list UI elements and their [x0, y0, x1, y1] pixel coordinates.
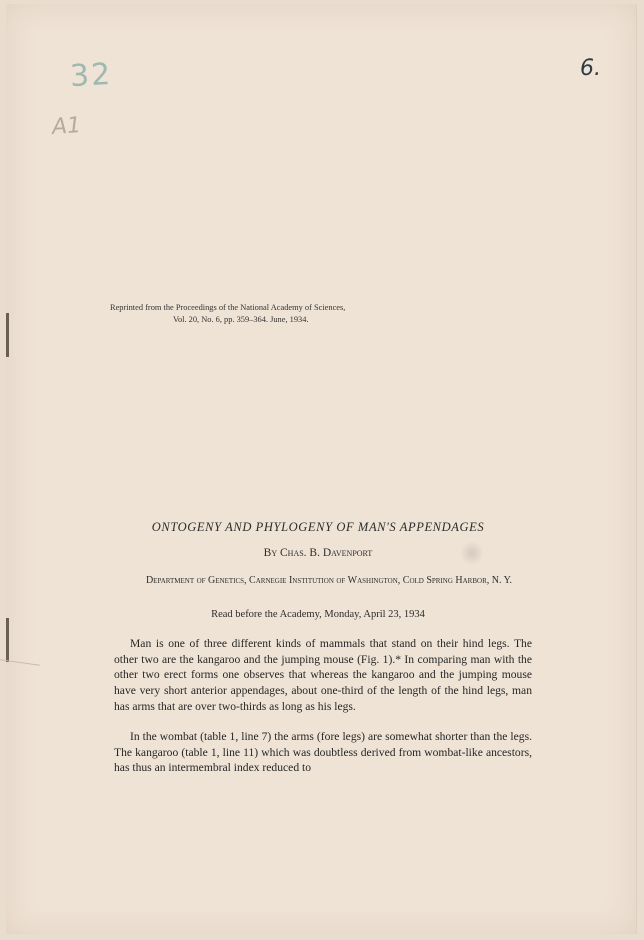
staple-bottom: [6, 618, 9, 662]
reprint-note-line1: Reprinted from the Proceedings of the National Academy of Sciences,: [110, 303, 346, 312]
article-title: ONTOGENY AND PHYLOGENY OF MAN'S APPENDAGES: [151, 520, 485, 534]
handwritten-mark-a1: A1: [51, 113, 82, 140]
handwritten-number-6: 6.: [580, 56, 601, 81]
read-before-note: Read before the Academy, Monday, April 23, 1934: [211, 609, 425, 620]
body-paragraph-2: In the wombat (table 1, line 7) the arms (fore legs) are somewhat shorter than the legs. The kangaroo (table 1, line 11) which was doubtless derived from wombat-like ancestors, has thus an intermembral index reduced to: [114, 730, 532, 775]
handwritten-number-32: 32: [69, 56, 114, 95]
document-page: [6, 4, 637, 934]
reprint-note: [110, 302, 440, 326]
author-affiliation: Department of Genetics, Carnegie Institution of Washington, Cold Spring Harbor, N. Y.: [145, 575, 513, 586]
body-paragraph-1: Man is one of three different kinds of mammals that stand on their hind legs. The other two are the kangaroo and the jumping mouse (Fig. 1).* In comparing man with the other two erect forms one observes that whereas the kangaroo and the jumping mouse have very short anterior appendages, about one-third of the length of the hind legs, man has arms that are over two-thirds as long as his legs.: [114, 637, 532, 713]
article-author: By Chas. B. Davenport: [263, 547, 373, 559]
reprint-note-line2: Vol. 20, No. 6, pp. 359–364. June, 1934.: [173, 315, 309, 324]
staple-top: [6, 313, 9, 357]
paper-stain: [461, 540, 483, 566]
